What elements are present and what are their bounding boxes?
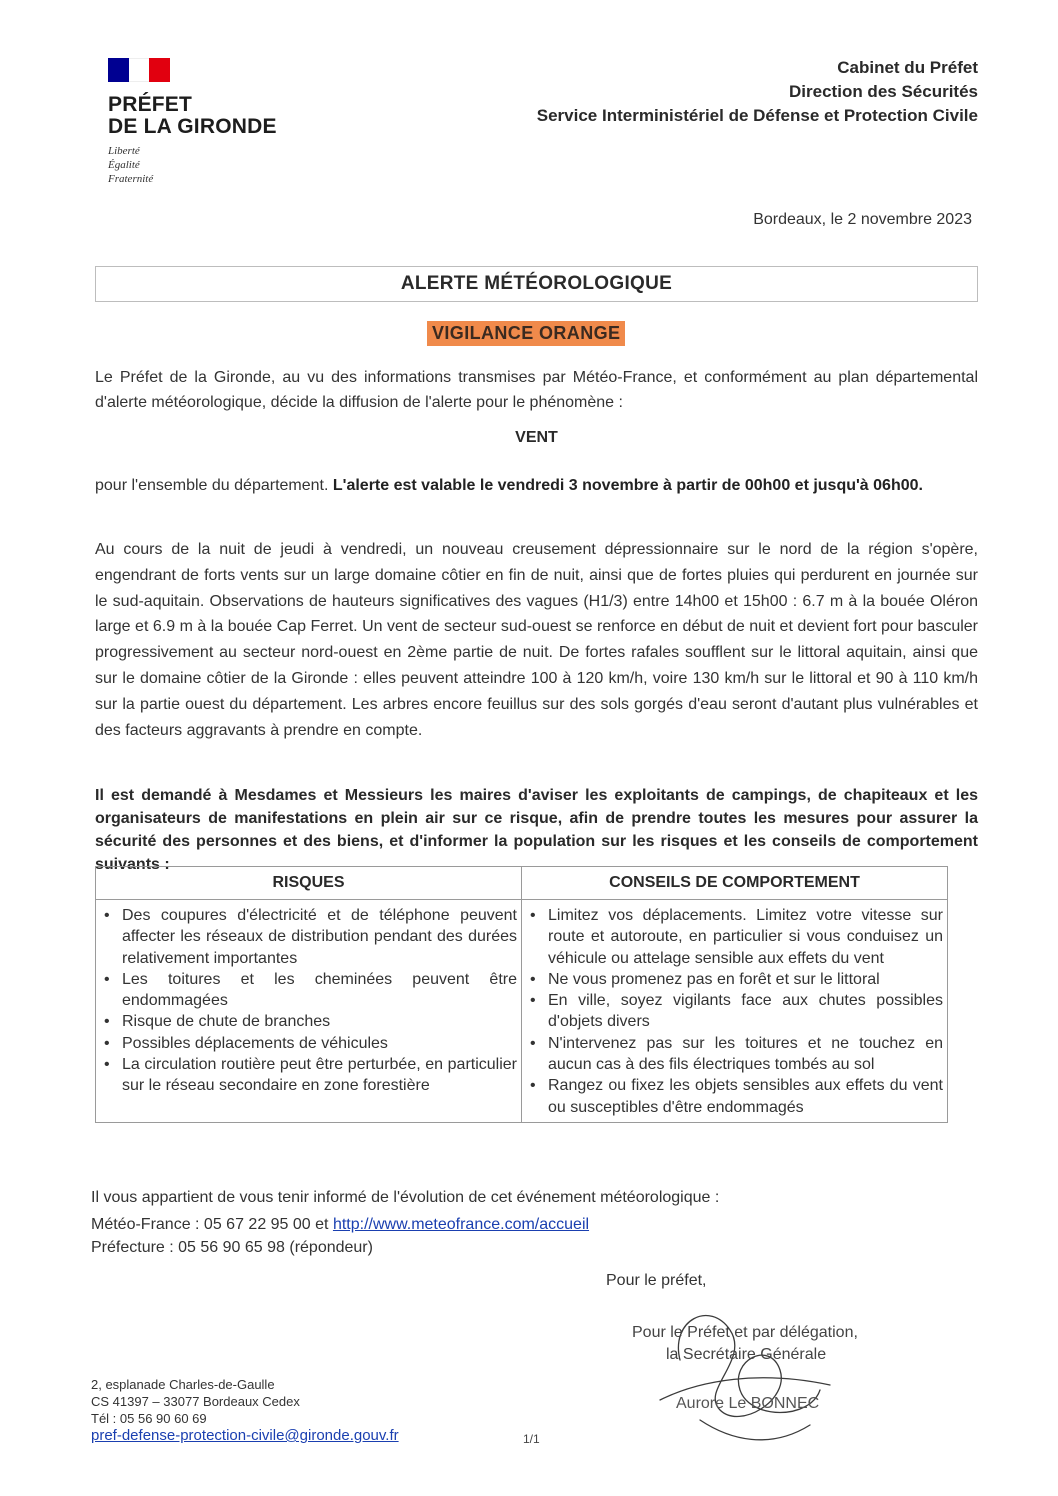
list-item: • Limitez vos déplacements. Limitez votre vitesse sur route et autoroute, en particulier si vous conduisez un véhicule ou attelage sensible aux effets du vent — [526, 905, 943, 969]
office-line-cabinet: Cabinet du Préfet — [837, 58, 978, 77]
prefecture-contact: Préfecture : 05 56 90 65 98 (répondeur) — [91, 1239, 373, 1256]
validity-scope-text: pour l'ensemble du département. — [95, 477, 333, 494]
risques-list — [100, 905, 517, 1097]
conseils-list — [526, 905, 943, 1118]
meteofrance-contact — [91, 1216, 589, 1234]
information-notice: Il vous appartient de vous tenir informé de l'évolution de cet événement météorologique : — [91, 1189, 720, 1206]
validity-paragraph — [95, 473, 978, 498]
footer-address — [91, 1376, 399, 1444]
motto-liberte: Liberté — [108, 145, 140, 157]
intro-paragraph: Le Préfet de la Gironde, au vu des informations transmises par Météo-France, et conformément au plan départemental d'alerte météorologique, décide la diffusion de l'alerte pour le phénomène : — [95, 369, 978, 411]
document-date: Bordeaux, le 2 novembre 2023 — [753, 211, 972, 228]
validity-period-text: L'alerte est valable le vendredi 3 novembre à partir de 00h00 et jusqu'à 06h00. — [332, 477, 923, 494]
list-item: • Ne vous promenez pas en forêt et sur le littoral — [526, 969, 943, 990]
page-number: 1/1 — [523, 1432, 540, 1446]
delegation-block — [632, 1322, 858, 1366]
list-item: • Rangez ou fixez les objets sensibles aux effets du vent ou susceptibles d'être endommagés — [526, 1075, 943, 1118]
prefecture-name — [108, 94, 308, 138]
list-item: • Risque de chute de branches — [100, 1011, 517, 1032]
footer-address-line1: 2, esplanade Charles-de-Gaulle — [91, 1377, 275, 1392]
phenomenon-label: VENT — [515, 429, 558, 446]
weather-description: Au cours de la nuit de jeudi à vendredi, un nouveau creusement dépressionnaire sur le nord de la région s'opère, engendrant de forts vents sur un large domaine côtier en fin de nuit, ainsi que de fortes pluies qui perdurent en journée sur le sud-aquitain. Observations de hauteurs significatives des vagues (H1/3) entre 14h00 et 15h00 : 6.7 m à la bouée Oléron large et 6.9 m à la bouée Cap Ferret. Un vent de secteur sud-ouest se renforce en début de nuit et devient fort pour basculer progressivement au secteur nord-ouest en 2ème partie de nuit. De fortes rafales soufflent sur le littoral aquitain, ainsi que sur le domaine côtier de la Gironde : elles peuvent atteindre 100 à 120 km/h, voire 130 km/h sur le littoral et 90 à 110 km/h sur la partie ouest du département. Les arbres encore feuillus sur des sols gorgés d'eau seront d'autant plus vulnérables et des facteurs aggravants à prendre en compte. — [95, 541, 978, 739]
list-item: • Des coupures d'électricité et de téléphone peuvent affecter les réseaux de distribution pendant des durées relativement importantes — [100, 905, 517, 969]
prefecture-name-line2: DE LA GIRONDE — [108, 115, 277, 138]
motto-fraternite: Fraternité — [108, 173, 154, 185]
list-item: • N'intervenez pas sur les toitures et ne touchez en aucun cas à des fils électriques tombés au sol — [526, 1033, 943, 1076]
footer-email-link[interactable]: pref-defense-protection-civile@gironde.gouv.fr — [91, 1427, 399, 1444]
vigilance-level-badge: VIGILANCE ORANGE — [427, 321, 625, 346]
prefecture-name-line1: PRÉFET — [108, 93, 193, 116]
risques-cell — [96, 900, 522, 1123]
header-conseils: CONSEILS DE COMPORTEMENT — [522, 867, 948, 900]
list-item: • En ville, soyez vigilants face aux chutes possibles d'objets divers — [526, 990, 943, 1033]
delegation-line: Pour le Préfet et par délégation, — [632, 1324, 858, 1341]
signature-for-prefect: Pour le préfet, — [606, 1272, 707, 1289]
marianne-flag-icon — [108, 58, 170, 82]
table-header-row — [96, 867, 948, 900]
office-line-direction: Direction des Sécurités — [789, 82, 978, 101]
conseils-cell — [522, 900, 948, 1123]
signatory-name: Aurore Le BONNEC — [676, 1395, 820, 1412]
footer-address-line2: CS 41397 – 33077 Bordeaux Cedex — [91, 1394, 300, 1409]
footer-phone: Tél : 05 56 90 60 69 — [91, 1411, 207, 1426]
motto-egalite: Égalité — [108, 159, 140, 171]
header-risques: RISQUES — [96, 867, 522, 900]
list-item: • Les toitures et les cheminées peuvent être endommagées — [100, 969, 517, 1012]
prefecture-logo — [108, 58, 308, 186]
meteofrance-phone: Météo-France : 05 67 22 95 00 et — [91, 1216, 333, 1233]
republic-motto — [108, 144, 308, 186]
meteofrance-link[interactable]: http://www.meteofrance.com/accueil — [332, 1216, 590, 1233]
table-row — [96, 900, 948, 1123]
list-item: • La circulation routière peut être perturbée, en particulier sur le réseau secondaire en zone forestière — [100, 1054, 517, 1097]
mayors-request-paragraph: Il est demandé à Mesdames et Messieurs les maires d'aviser les exploitants de campings, de chapiteaux et les organisateurs de manifestations en plein air sur ce risque, afin de prendre toutes les mesures pour assurer la sécurité des personnes et des biens, et d'informer la population sur les risques et les conseils de comportement suivants : — [95, 787, 978, 873]
list-item: • Possibles déplacements de véhicules — [100, 1033, 517, 1054]
issuing-office — [537, 56, 978, 128]
secretary-title: la Secrétaire Générale — [666, 1346, 827, 1363]
document-title: ALERTE MÉTÉOROLOGIQUE — [95, 266, 978, 302]
office-line-service: Service Interministériel de Défense et Protection Civile — [536, 106, 978, 125]
risks-advice-table — [95, 866, 948, 1123]
